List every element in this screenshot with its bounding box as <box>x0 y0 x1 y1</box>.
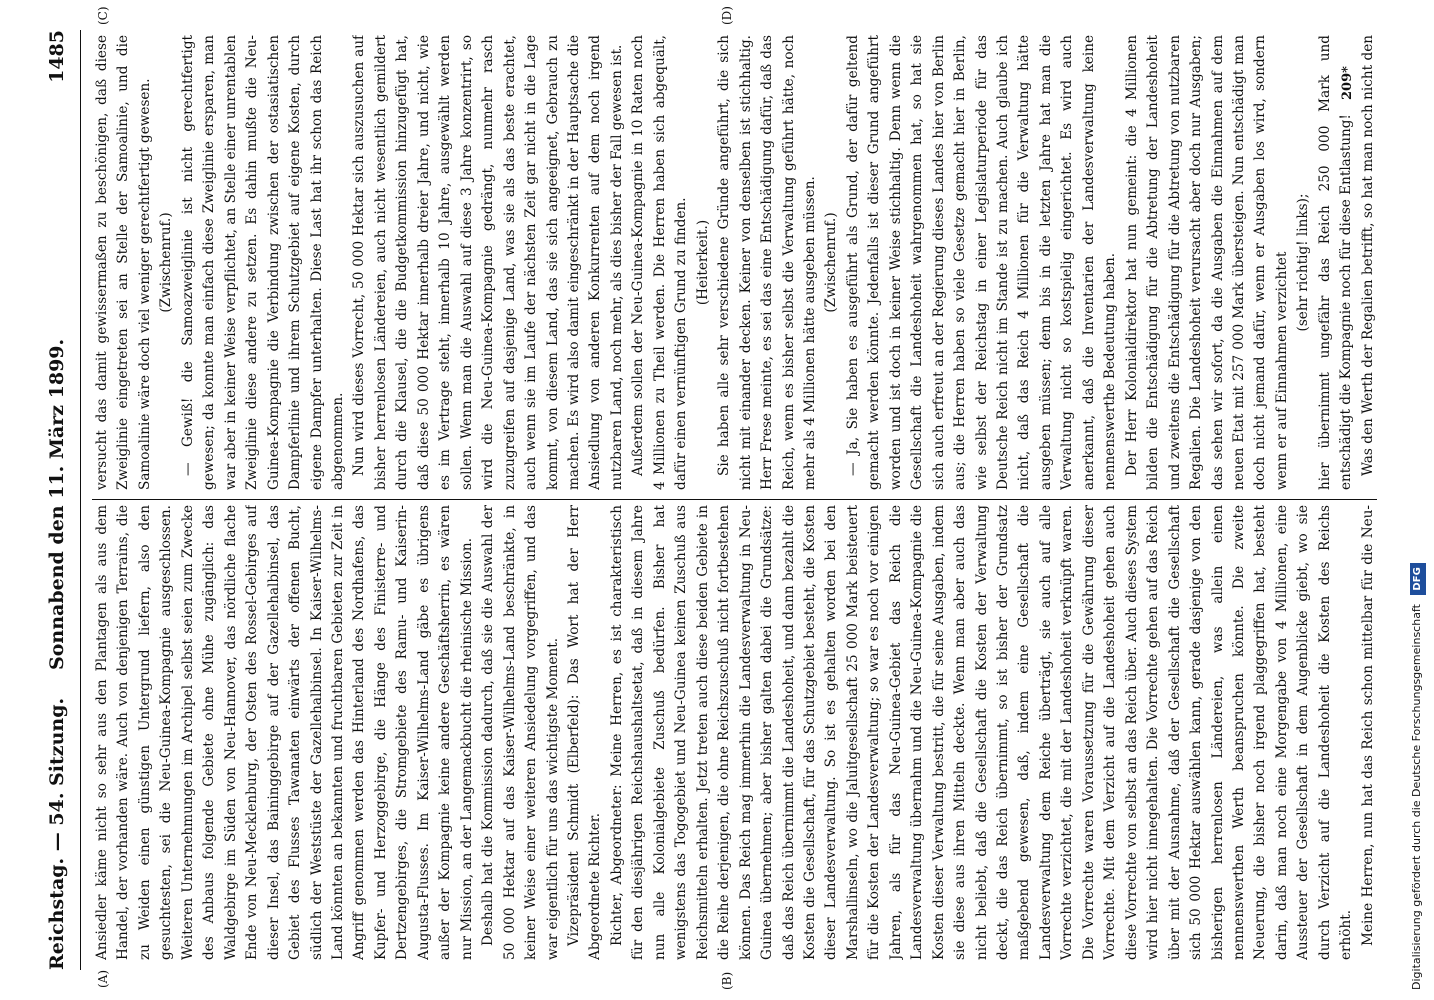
paragraph: Was den Werth der Regalien betrifft, so hat man noch nicht den <box>1359 35 1376 476</box>
paragraph: Sie haben alle sehr verschiedene Gründe angeführt, die sich nicht mit einander decken. Keiner von denselben ist stichhaltig. Herr Frese meinte, es sei das eine Entschädigung dafür, daß das Reich, wenn es bisher selbst die Verwaltung geführt hätte, noch mehr als 4 Millionen hätte ausgeben müssen. <box>716 35 818 490</box>
interjection: (Zwischenruf.) <box>158 212 175 313</box>
paragraph: — Gewiß! die Samoazweiglinie ist nicht gerechtfertigt gewesen; da konnte man einfach diese Zweiglinie ersparen, man war aber in keiner Weise verpflichtet, an Stelle einer unrentablen Zweiglinie diese andere zu setzen. Es dahin mußte die Neu-Guinea-Kompagnie die Verbindung zwischen der ostasiatischen Dampferlinie und ihrem Schutzgebiet auf eigene Kosten, durch eigene Dampfer unterhalten. Diese Last hat ihr schon das Reich abgenommen. <box>179 35 346 490</box>
page-header <box>40 30 80 970</box>
header-date: Sonnabend den 11. März 1899. <box>46 338 68 670</box>
margin-marker-c: (C) <box>96 6 110 25</box>
margin-marker-d: (D) <box>720 6 734 25</box>
paragraph: Ansiedler käme nicht so sehr aus den Plantagen als aus dem Handel, der vorhanden wäre. Auch von denjenigen Terrains, die zu Weiden einen günstigen Untergrund liefern, also den gesuchtesten, sei die Neu-Guinea-Kompagnie ausgeschlossen. Weiteren Unternehmungen im Archipel selbst seien zum Zwecke des Anbaus folgende Gebiete ohne Mühe zugänglich: das Waldgebirge im Süden von Neu-Hannover, das nördliche flache Ende von Neu-Mecklenburg, der Osten des Rossel-Gebirges auf dieser Insel, das Baininggebirge auf der Gazellehalbinsel, das Gebiet des Flusses Tawanaten einwärts der offenen Bucht, südlich der Weststüste der Gazellehalbinsel. In Kaiser-Wilhelms-Land könnten an bekannten und fruchtbaren Gebieten zur Zeit in Angriff genommen werden das Hinterland des Nordhafens, das Kupfer- und Herzoggebirge, die Hänge des Finisterre- und Dertzengebirges, die Stromgebiete des Ramu- und Kaiserin-Augusta-Flusses. Im Kaiser-Wilhelms-Land gäbe es übrigens außer der Kompagnie keine andere Geschäftsherrin, es wären nur Mission, an der Langemackbucht die rheinische Mission. <box>94 505 475 960</box>
paragraph: Meine Herren, nun hat das Reich schon mittelbar für die Neu- <box>1359 505 1376 946</box>
digitization-credit <box>1405 10 1429 990</box>
header-rule <box>80 30 81 970</box>
paragraph: hier übernimmt ungefähr das Reich 250 000 Mark und entschädigt die Kompagnie noch für diese Entlastung! <box>1316 35 1355 490</box>
dfg-logo: DFG <box>1410 563 1426 594</box>
page-number: 1485 <box>46 30 68 83</box>
paragraph: Richter, Abgeordneter: Meine Herren, es ist charakteristisch für den diesjährigen Reichshaushaltsetat, daß in diesem Jahre nun alle Kolonialgebiete Zuschuß bedürfen. Bisher hat wenigstens das Togogebiet und Neu-Guinea keinen Zuschuß aus Reichsmitteln erhalten. Jetzt treten auch diese beiden Gebiete in die Reihe derjenigen, die ohne Reichszuschuß nicht fortbestehen können. Das Reich mag immerhin die Landesverwaltung in Neu-Guinea übernehmen; aber bisher galten dabei die Grundsätze: daß das Reich übernimmt die Landeshoheit, und dann bezahlt die Kosten die Gesellschaft, für das Schutzgebiet besteht, die Kosten dieser Landesverwaltung. So ist es gehalten worden bei den Marshallinseln, wo die Jaluitgesellschaft 25 000 Mark beisteuert für die Kosten der Landesverwaltung; so war es noch vor einigen Jahren, als für das Neu-Guinea-Gebiet das Reich die Landesverwaltung übernahm und die Neu-Guinea-Kompagnie die Kosten dieser Verwaltung bestritt, die für seine Ausgaben, indem sie diese aus ihren Mitteln deckte. Wenn man aber auch das nicht beliebt, daß die Gesellschaft die Kosten der Verwaltung deckt, die das Reich übernimmt, so ist bisher der Grundsatz maßgebend gewesen, daß, indem eine Gesellschaft die Landesverwaltung dem Reiche überträgt, sie auch auf alle Vorrechte verzichtet, die mit der Landeshoheit verknüpft waren. Die Vorrechte waren Voraussetzung für die Gewährung dieser Vorrechte. Mit dem Verzicht auf die Landeshoheit gehen auch diese Vorrechte von selbst an das Reich über. Auch dieses System wird hier nicht innegehalten. Die Vorrechte gehen auf das Reich über mit der Ausnahme, daß der Gesellschaft die Gesellschaft sich 50 000 Hektar auswählen kann, gerade dasjenige von den bisherigen herrenlosen Ländereien, was allein einen nennenswerthen Werth beanspruchen könnte. Die zweite Neuerung, die bisher noch irgend plaggegriffen hat, besteht darin, daß man noch eine Morgengabe von 4 Millionen, eine Aussteuer der Gesellschaft in dem Augenblicke giebt, wo sie durch Verzicht auf die Landeshoheit die Kosten des Reichs erhöht. <box>608 505 1355 960</box>
interjection: (Zwischenruf.) <box>823 212 840 313</box>
margin-marker-b: (B) <box>720 971 734 990</box>
paragraph: Nun wird dieses Vorrecht, 50 000 Hektar sich auszusuchen auf bisher herrenlosen Ländereien, auch nicht wesentlich gemildert durch die Klausel, die die Budgetkommission hinzugefügt hat, daß diese 50 000 Hektar innerhalb dreier Jahre, und nicht, wie es im Vertrage steht, innerhalb 10 Jahre, ausgewählt werden sollen. Wenn man die Auswahl auf diese 3 Jahre konzentrirt, so wird die Neu-Guinea-Kompagnie gedrängt, nunmehr rasch zuzugreifen auf dasjenige Land, was sie als das beste erachtet, auch wenn sie im Laufe der nächsten Zeit gar nicht in die Lage kommt, von diesem Land, das sie sich angeeignet, Gebrauch zu machen. Es wird also damit eingeschränkt in der Hauptsache die Ansiedlung von anderen Konkurrenten auf dem noch irgend nutzbaren Land, noch mehr, als dies bisher der Fall gewesen ist. <box>351 35 625 490</box>
column-divider <box>92 499 1377 500</box>
paragraph: Deshalb hat die Kommission dadurch, daß sie die Auswahl der 50 000 Hektar auf das Kaiser-Wilhelms-Land beschränkte, in keiner Weise einer weiteren Ansiedelung vorgegriffen, und das war eigentlich für uns das wichtigste Moment. <box>480 505 561 960</box>
paragraph: — Ja, Sie haben es ausgeführt als Grund, der dafür geltend gemacht werden könnte. Jedenfalls ist dieser Grund angeführt worden und ist doch in keiner Weise stichhaltig. Denn wenn die Gesellschaft die Landeshoheit wahrgenommen hat, so hat sie sich auch erfreut an der Regierung dieses Landes hier von Berlin aus; die Herren haben so viele Gesetze gemacht hier in Berlin, wie selbst der Reichstag in einer Legislaturperiode für das Deutsche Reich nicht im Stande ist zu machen. Auch glaube ich nicht, daß das Reich 4 Millionen für die Verwaltung hätte ausgeben müssen; denn bis in die letzten Jahre hat man die Verwaltung nicht so kostspielig eingerichtet. Es wird auch anerkannt, daß die Inventarien der Landesverwaltung keine nennenswerthe Bedeutung haben. <box>844 35 1119 490</box>
interjection: (sehr richtig! links); <box>1295 193 1312 332</box>
paragraph: versucht das damit gewissermaßen zu beschönigen, daß diese Zweiglinie eingetreten sei an Stelle der Samoalinie, und die Samoalinie wäre doch viel weniger gerechtfertigt gewesen. <box>94 35 153 490</box>
paragraph: Der Herr Kolonialdirektor hat nun gemeint: die 4 Millionen bilden die Entschädigung für die Abtretung der Landeshoheit und zweitens die Entschädigung für die Abtretung von nutzbaren Regalien. Die Landeshoheit verursacht aber doch nur Ausgaben; das sehen wir sofort, da die Ausgaben die Einnahmen auf dem neuen Etat mit 257 000 Mark übersteigen. Nun entschädigt man doch nicht jemand dafür, wenn er Ausgaben los wird, sondern wenn er auf Einnahmen verzichtet <box>1123 35 1290 490</box>
header-session: Reichstag. — 54. Sitzung. <box>46 697 68 970</box>
credit-text: Digitalisierung gefördert durch die Deutsche Forschungsgemeinschaft <box>1410 604 1423 990</box>
paragraph: Vizepräsident Schmidt (Elberfeld): Das Wort hat der Herr Abgeordnete Richter. <box>565 505 604 960</box>
right-column <box>92 35 1377 490</box>
paragraph: Außerdem sollen der Neu-Guinea-Kompagnie in 10 Raten noch 4 Millionen zu Theil werden. Die Herren haben sich abgequält, dafür einen vernünftigen Grund zu finden. <box>630 35 690 490</box>
interjection: (Heiterkeit.) <box>694 219 711 306</box>
footer-signature-mark: 209* <box>1340 66 1355 100</box>
left-column <box>92 505 1377 960</box>
margin-marker-a: (A) <box>96 969 110 988</box>
